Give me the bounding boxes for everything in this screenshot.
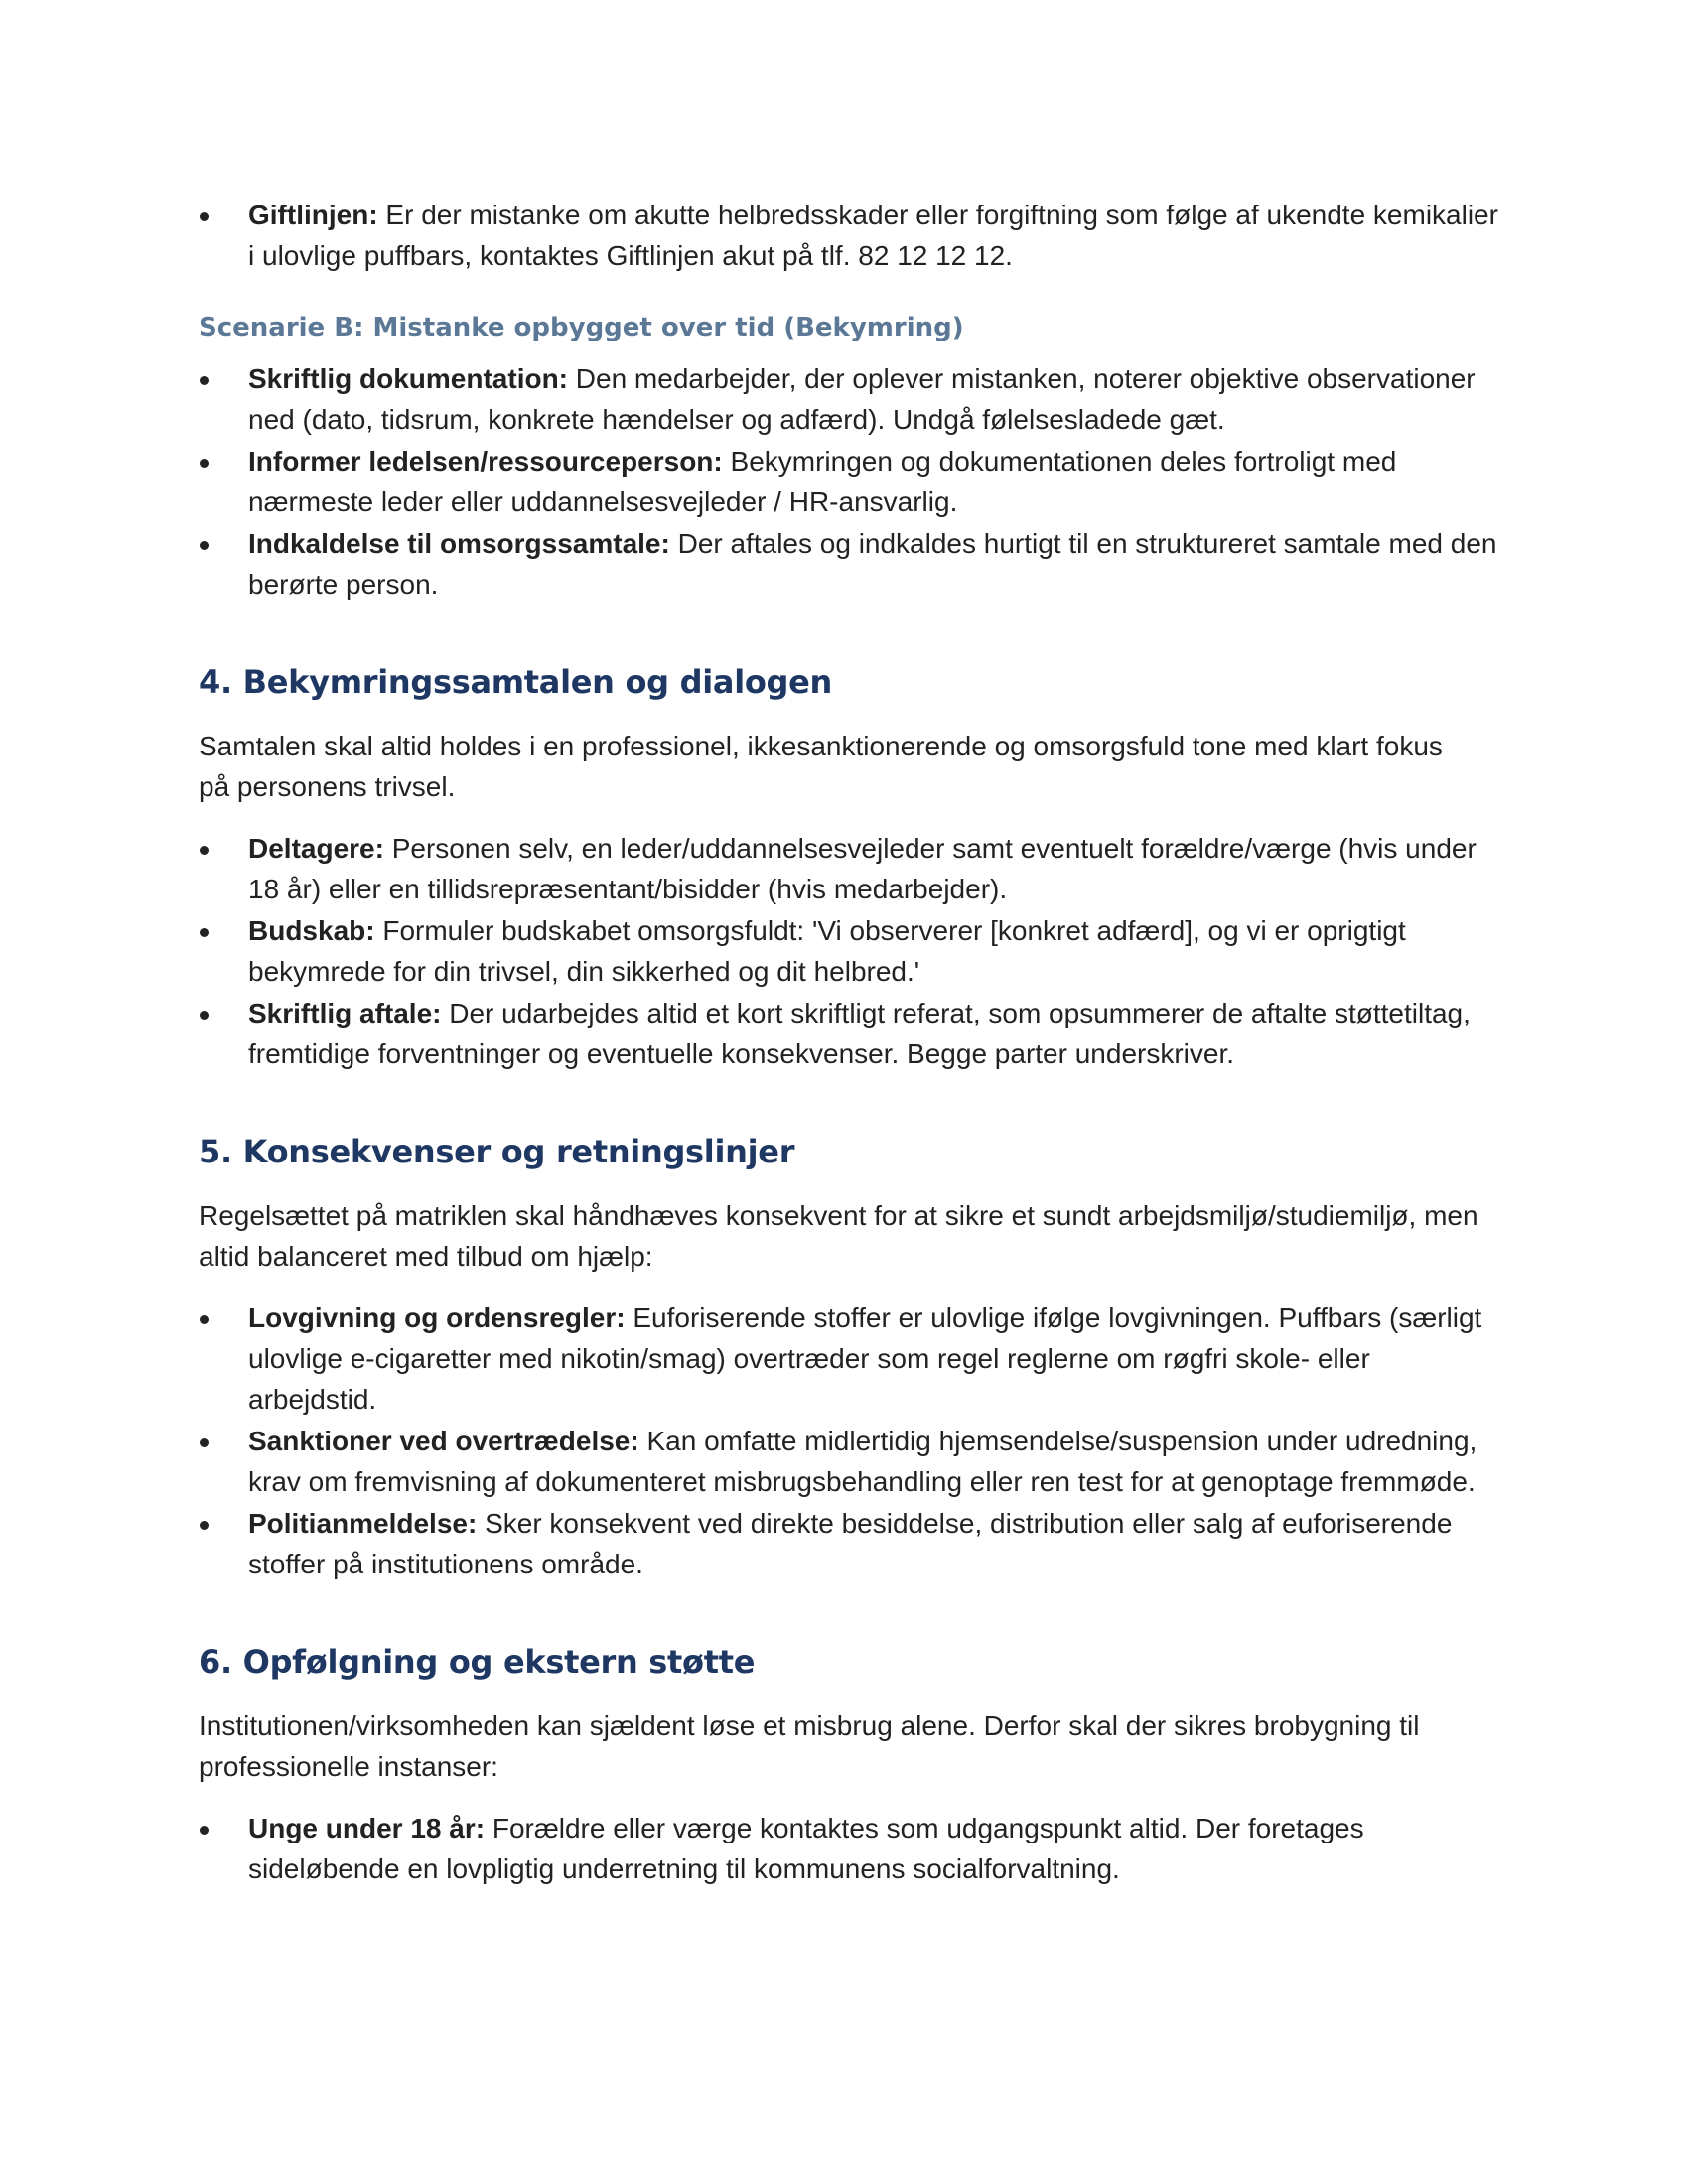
- section-4-list: [199, 828, 1489, 1074]
- item-label: Unge under 18 år:: [248, 1813, 486, 1843]
- item-text: Forældre eller værge kontaktes som udgangspunkt altid. Der foretages sideløbende en lovpligtig underretning til kommunens socialforvaltning.: [248, 1813, 1364, 1884]
- item-text: Euforiserende stoffer er ulovlige ifølge lovgivningen. Puffbars (særligt ulovlige e-cigaretter med nikotin/smag) overtræder som regel reglerne om røgfri skole- eller arbejdstid.: [248, 1302, 1482, 1415]
- item-text: Der aftales og indkaldes hurtigt til en struktureret samtale med den berørte person.: [248, 528, 1497, 600]
- bullet-icon: [200, 1011, 209, 1020]
- list-item: [199, 1503, 1499, 1584]
- item-label: Sanktioner ved overtrædelse:: [248, 1426, 639, 1456]
- scenario-b-heading: Scenarie B: Mistanke opbygget over tid (Bekymring): [199, 313, 964, 342]
- scenario-b-list: [199, 358, 1497, 605]
- item-text: Den medarbejder, der oplever mistanken, noterer objektive observationer ned (dato, tidsrum, konkrete hændelser og adfærd). Undgå følelsesladede gæt.: [248, 363, 1476, 435]
- item-text: Sker konsekvent ved direkte besiddelse, distribution eller salg af euforiserende stoffer på institutionens område.: [248, 1508, 1453, 1579]
- list-item: [199, 910, 1499, 992]
- bullet-icon: [200, 1315, 209, 1324]
- bullet-icon: [200, 928, 209, 937]
- item-label: Deltagere:: [248, 833, 384, 864]
- item-label: Informer ledelsen/ressourceperson:: [248, 446, 723, 477]
- list-item: [199, 441, 1499, 522]
- section-4-heading: 4. Bekymringssamtalen og dialogen: [199, 663, 833, 701]
- bullet-icon: [200, 1826, 209, 1835]
- bullet-icon: [200, 1521, 209, 1530]
- section-6-list: [199, 1808, 1489, 1889]
- list-item: [199, 523, 1499, 605]
- giftlinjen-list: [199, 195, 1498, 276]
- item-label: Skriftlig aftale:: [248, 998, 442, 1028]
- item-label: Indkaldelse til omsorgssamtale:: [248, 528, 670, 559]
- list-item: [199, 1297, 1499, 1420]
- section-6-heading: 6. Opfølgning og ekstern støtte: [199, 1643, 756, 1681]
- section-5-heading: 5. Konsekvenser og retningslinjer: [199, 1133, 795, 1170]
- list-item: [199, 828, 1499, 909]
- item-label: Budskab:: [248, 915, 375, 946]
- list-item: [199, 1421, 1499, 1502]
- item-text: Der udarbejdes altid et kort skriftligt referat, som opsummerer de aftalte støttetiltag, fremtidige forventninger og eventuelle konsekvenser. Begge parter underskriver.: [248, 998, 1471, 1069]
- bullet-icon: [200, 1438, 209, 1447]
- item-label: Skriftlig dokumentation:: [248, 363, 568, 394]
- item-text: Bekymringen og dokumentationen deles fortroligt med nærmeste leder eller uddannelsesvejleder / HR-ansvarlig.: [248, 446, 1397, 517]
- item-text: Er der mistanke om akutte helbredsskader eller forgiftning som følge af ukendte kemikalier i ulovlige puffbars, kontaktes Giftlinjen akut på tlf. 82 12 12 12.: [248, 200, 1498, 271]
- bullet-icon: [200, 212, 209, 221]
- section-5-intro: Regelsættet på matriklen skal håndhæves konsekvent for at sikre et sundt arbejdsmiljø/studiemiljø, men altid balanceret med tilbud om hjælp:: [199, 1200, 1478, 1272]
- bullet-icon: [200, 376, 209, 385]
- bullet-icon: [200, 846, 209, 855]
- item-label: Giftlinjen:: [248, 200, 378, 230]
- section-5-list: [199, 1297, 1489, 1584]
- section-6-intro: Institutionen/virksomheden kan sjældent løse et misbrug alene. Derfor skal der sikres brobygning til professionelle instanser:: [199, 1710, 1420, 1782]
- item-label: Lovgivning og ordensregler:: [248, 1302, 626, 1333]
- item-text: Personen selv, en leder/uddannelsesvejleder samt eventuelt forældre/værge (hvis under 18 år) eller en tillidsrepræsentant/bisidder (hvis medarbejder).: [248, 833, 1477, 904]
- item-text: Kan omfatte midlertidig hjemsendelse/suspension under udredning, krav om fremvisning af dokumenteret misbrugsbehandling eller ren test for at genoptage fremmøde.: [248, 1426, 1477, 1497]
- item-text: Formuler budskabet omsorgsfuldt: 'Vi observerer [konkret adfærd], og vi er oprigtigt bekymrede for din trivsel, din sikkerhed og dit helbred.': [248, 915, 1406, 987]
- list-item: [199, 1808, 1499, 1889]
- section-4-intro: Samtalen skal altid holdes i en professionel, ikkesanktionerende og omsorgsfuld tone med klart fokus på personens trivsel.: [199, 731, 1443, 802]
- list-item: [199, 993, 1499, 1074]
- list-item: [199, 358, 1499, 440]
- bullet-icon: [200, 459, 209, 468]
- list-item: [199, 195, 1499, 276]
- bullet-icon: [200, 541, 209, 550]
- item-label: Politianmeldelse:: [248, 1508, 478, 1539]
- document-page: [199, 195, 1498, 1889]
